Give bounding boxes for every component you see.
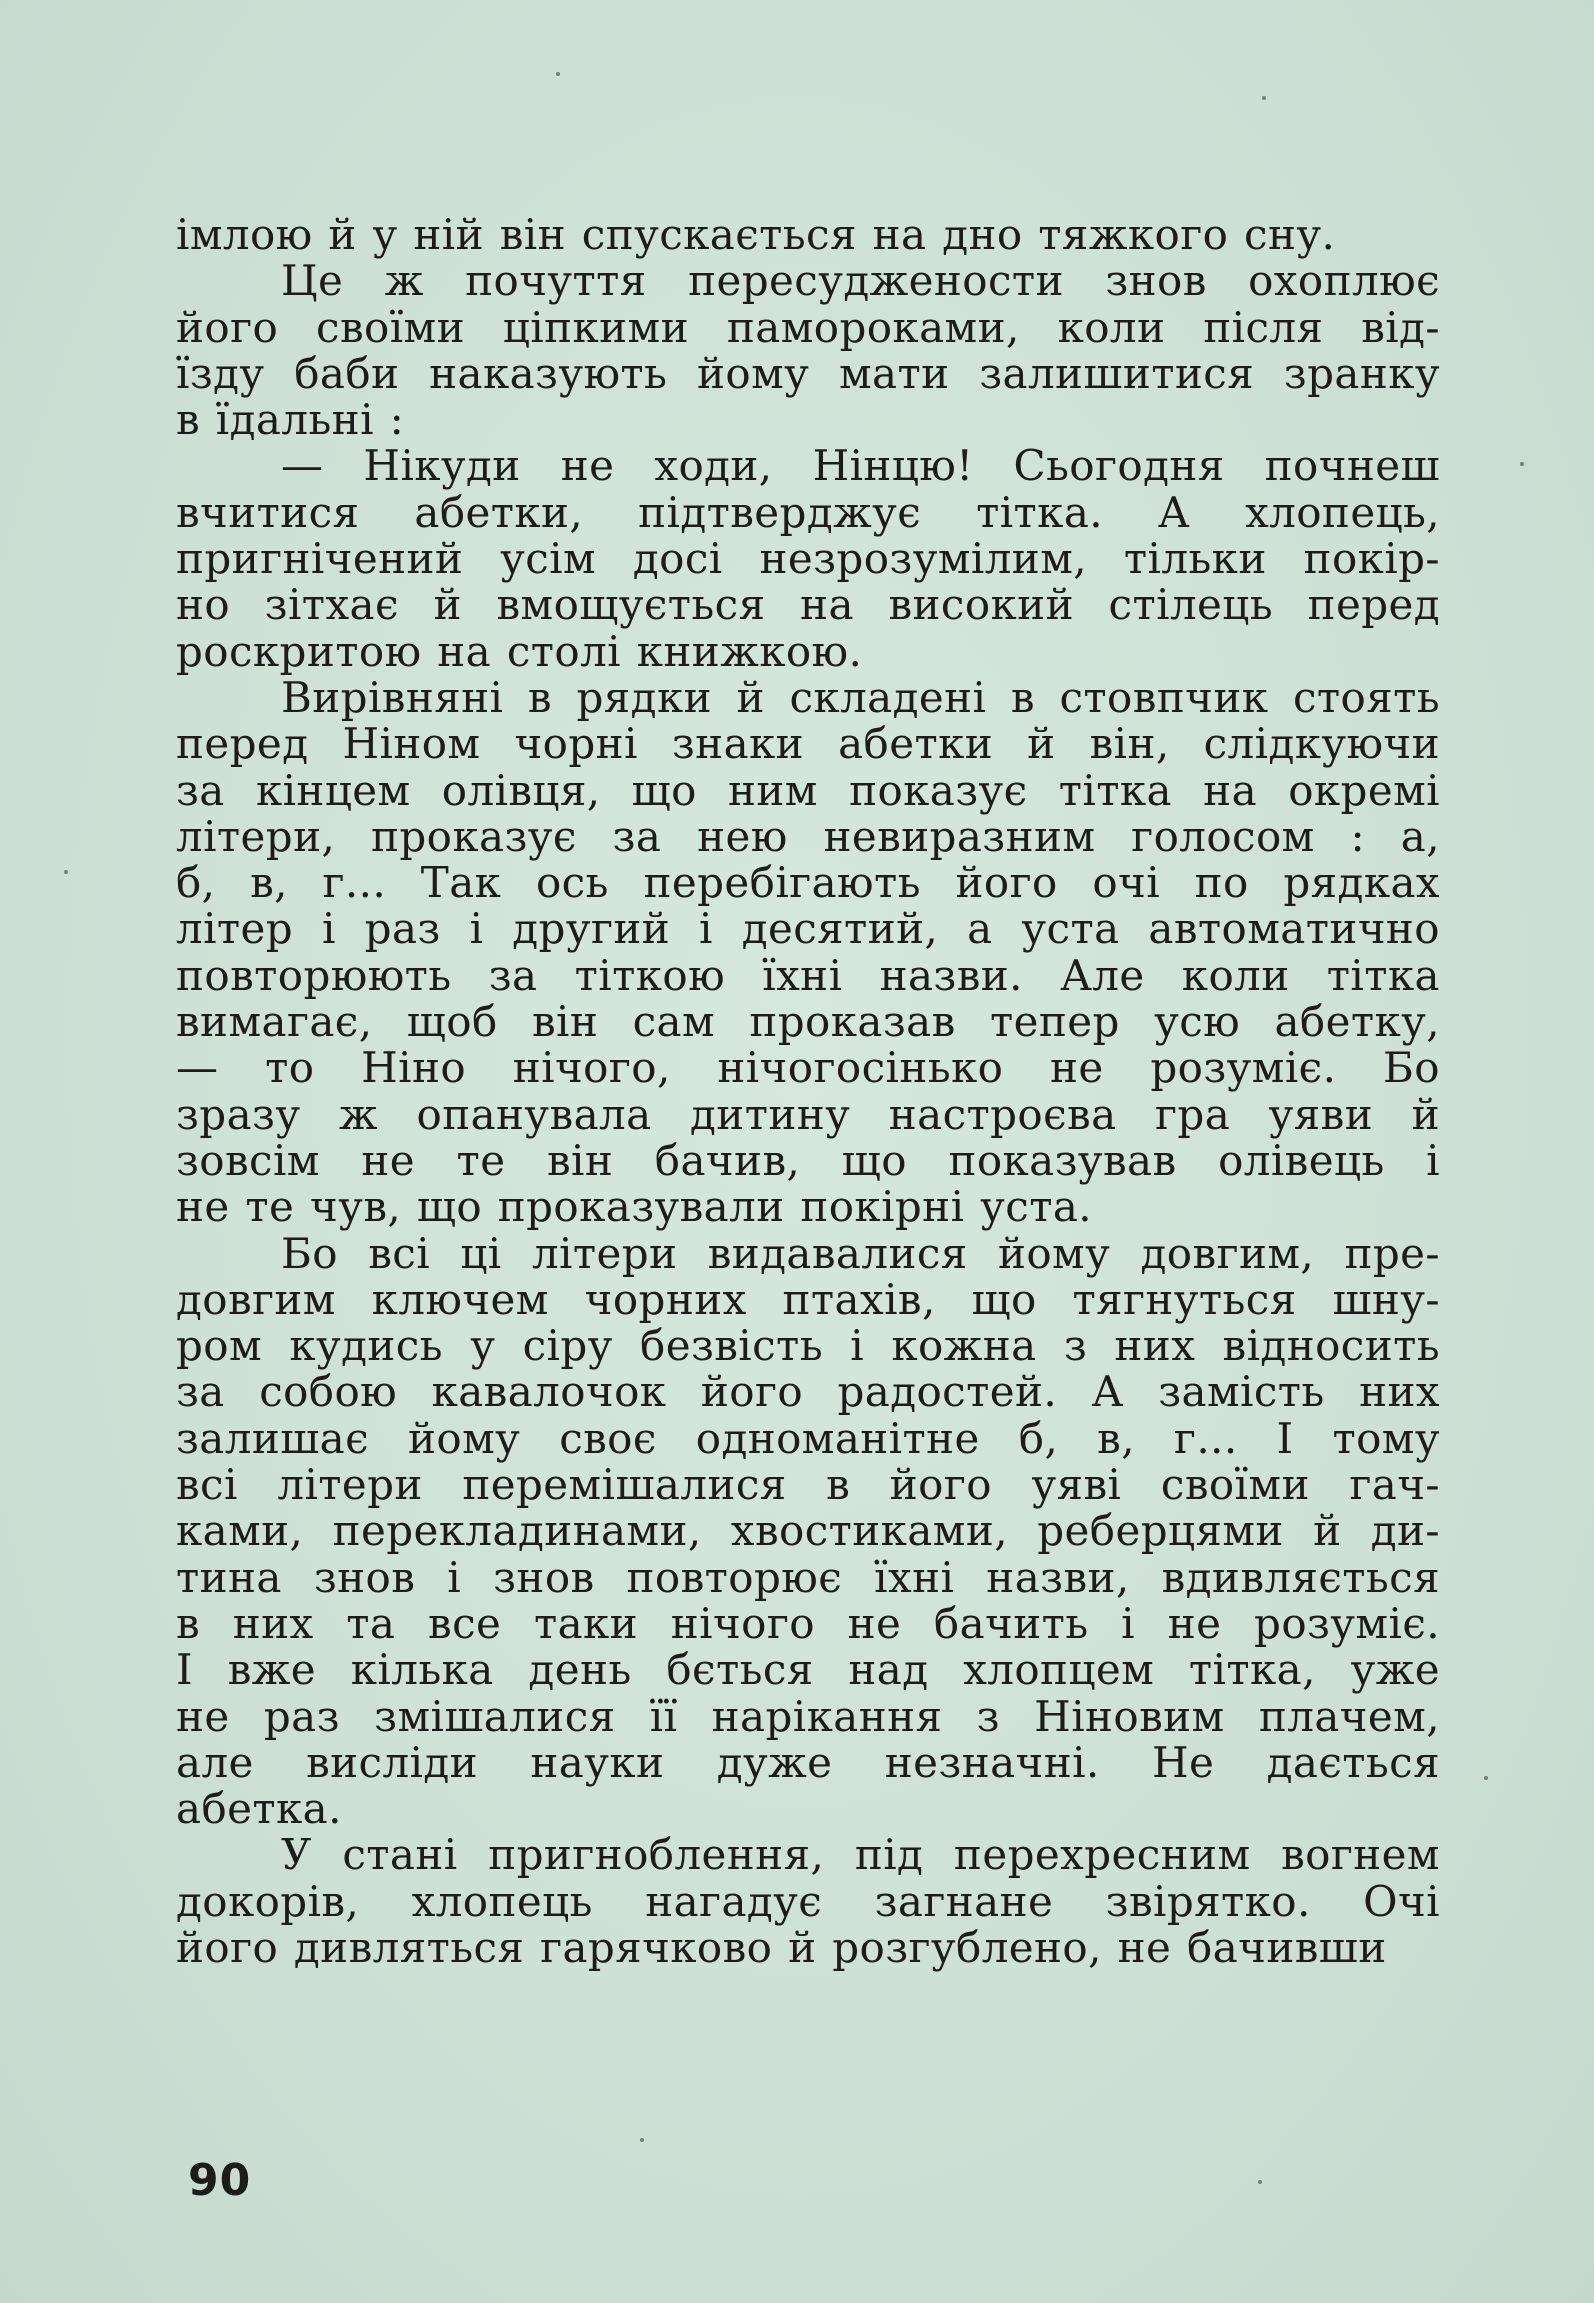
- text-line: не те чув, що проказували покірні уста.: [176, 1182, 1093, 1232]
- text-line: ром кудись у сіру безвість і кожна з них відносить: [176, 1321, 1440, 1371]
- body-text: [176, 212, 1440, 1971]
- text-line: зовсім не те він бачив, що показував олівець і: [176, 1135, 1440, 1185]
- text-line: повторюють за тіткою їхні назви. Але коли тітка: [176, 950, 1440, 1000]
- text-line: Це ж почуття пересуджености знов охоплює: [281, 256, 1440, 306]
- text-line: їзду баби наказують йому мати залишитися зранку: [176, 348, 1440, 398]
- text-line: вчитися абетки, підтверджує тітка. А хлопець,: [176, 487, 1440, 537]
- text-line: його дивляться гарячково й розгублено, не бачивши: [176, 1922, 1387, 1972]
- print-speck: [556, 72, 560, 76]
- text-line: вимагає, щоб він сам проказав тепер усю абетку,: [176, 997, 1440, 1047]
- text-line: роскритою на столі книжкою.: [176, 626, 863, 676]
- text-line: абетка.: [176, 1784, 342, 1834]
- text-line: тина знов і знов повторює їхні назви, вдивляється: [176, 1552, 1440, 1602]
- text-line: пригнічений усім досі незрозумілим, тільки покір-: [176, 534, 1440, 584]
- text-line: У стані пригноблення, під перехресним вогнем: [281, 1830, 1440, 1880]
- text-line: але висліди науки дуже незначні. Не дається: [176, 1737, 1440, 1787]
- text-line: літери, проказує за нею невиразним голосом : а,: [176, 811, 1440, 861]
- text-line: за собою кавалочок його радостей. А замість них: [176, 1367, 1440, 1417]
- text-line: в їдальні :: [176, 395, 405, 445]
- text-line: І вже кілька день бється над хлопцем тітка, уже: [176, 1645, 1440, 1695]
- text-line: ками, перекладинами, хвостиками, реберцями й ди-: [176, 1506, 1440, 1556]
- print-speck: [640, 2138, 644, 2142]
- print-speck: [64, 870, 68, 874]
- text-line: його своїми ціпкими памороками, коли після від-: [176, 302, 1440, 352]
- print-speck: [1262, 96, 1266, 100]
- text-line: імлою й у ній він спускається на дно тяжкого сну.: [176, 210, 1336, 259]
- text-line: — Нікуди не ходи, Нінцю! Сьогодня почнеш: [281, 441, 1440, 491]
- print-speck: [1258, 2180, 1262, 2184]
- text-line: не раз змішалися її нарікання з Ніновим плачем,: [176, 1691, 1440, 1741]
- text-line: залишає йому своє одноманітне б, в, г... І тому: [176, 1413, 1440, 1463]
- text-line: — то Ніно нічого, нічогосінько не розуміє. Бо: [176, 1043, 1440, 1093]
- text-line: за кінцем олівця, що ним показує тітка на окремі: [176, 765, 1440, 815]
- page-number: 90: [188, 2155, 252, 2206]
- text-line: в них та все таки нічого не бачить і не розуміє.: [176, 1598, 1440, 1648]
- text-line: літер і раз і другий і десятий, а уста автоматично: [176, 904, 1440, 954]
- print-speck: [1520, 462, 1524, 466]
- text-line: Вирівняні в рядки й складені в стовпчик стоять: [281, 672, 1440, 722]
- text-line: перед Ніном чорні знаки абетки й він, слідкуючи: [176, 719, 1440, 769]
- text-line: довгим ключем чорних птахів, що тягнуться шну-: [176, 1274, 1440, 1324]
- text-line: всі літери перемішалися в його уяві своїми гач-: [176, 1460, 1440, 1510]
- text-line: но зітхає й вмощується на високий стілець перед: [176, 580, 1440, 630]
- print-speck: [1484, 1776, 1488, 1780]
- text-line: Бо всі ці літери видавалися йому довгим, пре-: [281, 1228, 1440, 1278]
- text-line: докорів, хлопець нагадує загнане звірятко. Очі: [176, 1876, 1440, 1926]
- text-line: зразу ж опанувала дитину настроєва гра уяви й: [176, 1089, 1440, 1139]
- text-line: б, в, г... Так ось перебігають його очі по рядках: [176, 858, 1440, 908]
